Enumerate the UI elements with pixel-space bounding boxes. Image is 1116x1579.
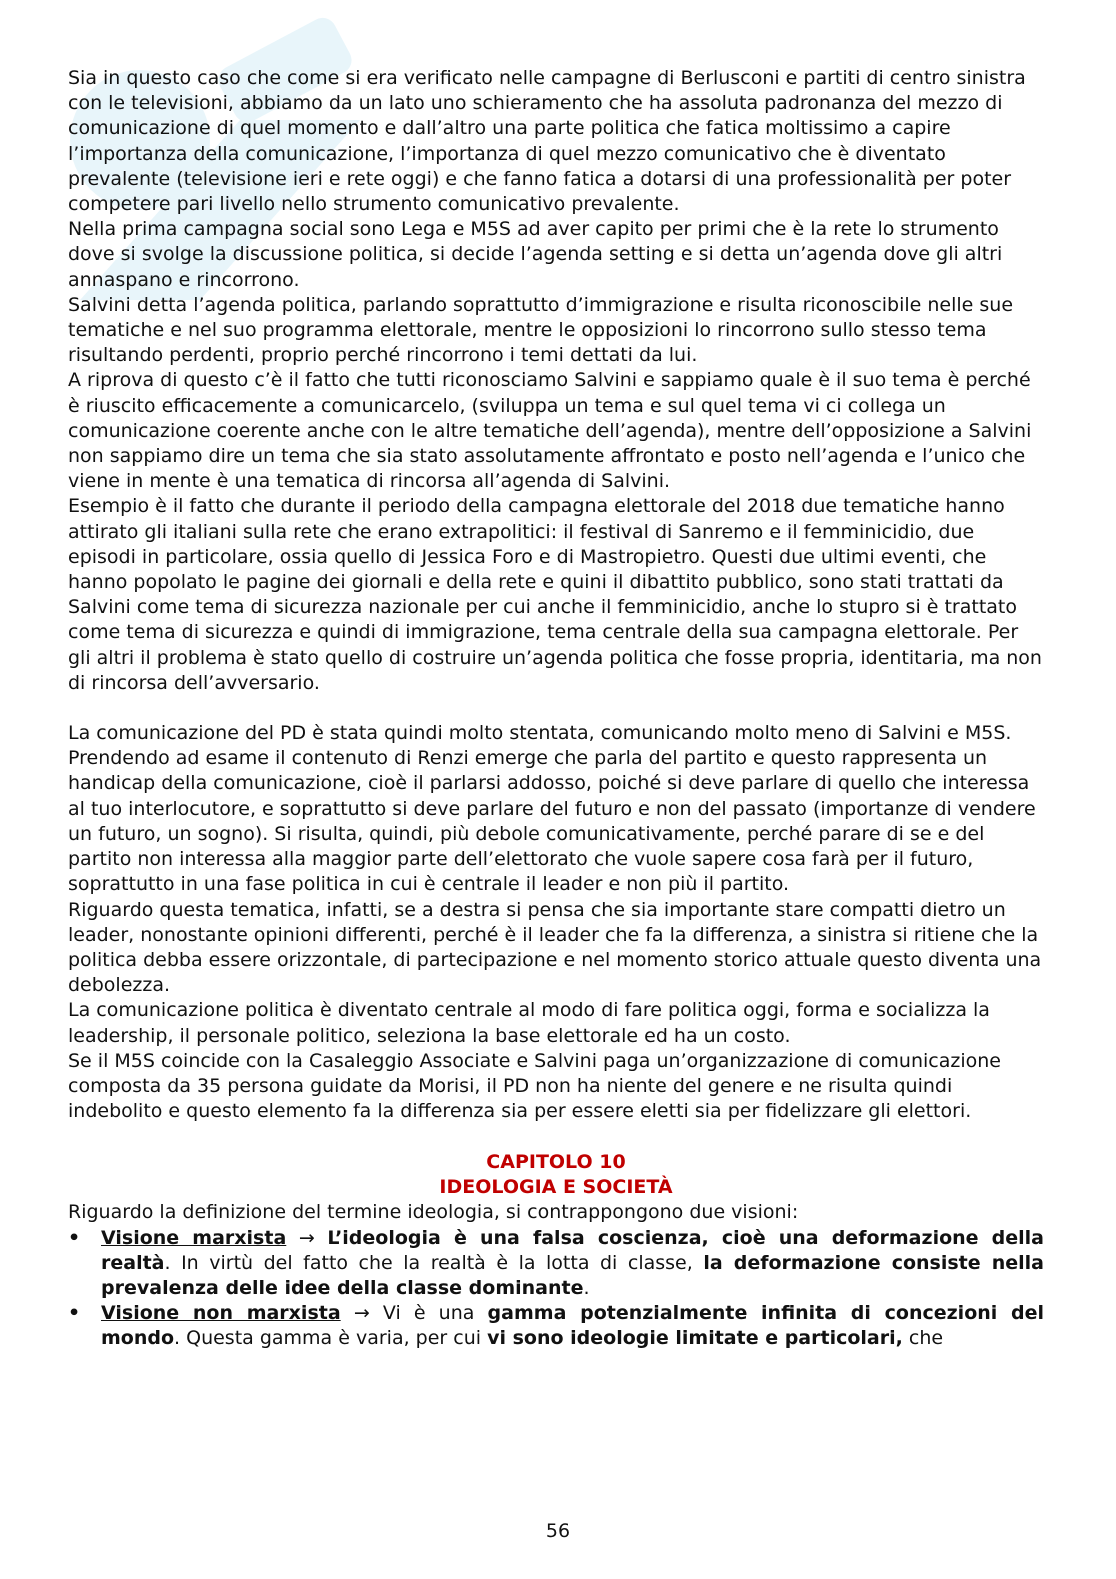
bullet-term: Visione marxista	[101, 1226, 287, 1249]
arrow-glyph: →	[298, 1226, 315, 1249]
list-item	[68, 1226, 1044, 1302]
bullet-term: Visione non marxista	[101, 1302, 341, 1325]
plain-text: .	[583, 1276, 590, 1299]
bold-text: la deformazione consiste nella prevalenza delle idee della classe dominante	[101, 1251, 1045, 1299]
plain-text: Vi è una	[382, 1302, 488, 1325]
arrow-glyph: →	[353, 1302, 370, 1325]
bold-text: vi sono ideologie limitate e particolari,	[487, 1327, 903, 1350]
page-number: 56	[545, 1520, 571, 1542]
paragraph: Salvini detta l’agenda politica, parlando soprattutto d’immigrazione e risulta riconoscibile nelle sue tematiche e nel suo programma elettorale, mentre le opposizioni lo rincorrono sullo stesso tema risultando perdenti, proprio perché rincorrono i temi dettati da lui.	[68, 293, 1014, 367]
chapter-number: CAPITOLO 10	[486, 1151, 626, 1174]
plain-text: che	[902, 1327, 944, 1350]
paragraph: Esempio è il fatto che durante il periodo della campagna elettorale del 2018 due tematiche hanno attirato gli italiani sulla rete che erano extrapolitici: il festival di Sanremo e il femminicidio, due episodi in particolare, ossia quello di Jessica Foro e di Mastropietro. Questi due ultimi eventi, che hanno popolato le pagine dei giornali e della rete e quini il dibattito pubblico, sono stati trattati da Salvini come tema di sicurezza nazionale per cui anche il femminicidio, anche lo stupro si è trattato come tema di sicurezza e quindi di immigrazione, tema centrale della sua campagna elettorale. Per gli altri il problema è stato quello di costruire un’agenda politica che fosse propria, identitaria, ma non di rincorsa dell’avversario.	[68, 495, 1042, 694]
paragraph: Nella prima campagna social sono Lega e M5S ad aver capito per primi che è la rete lo strumento dove si svolge la discussione politica, si decide l’agenda setting e si detta un’agenda dove gli altri annaspano e rincorrono.	[68, 218, 1003, 291]
paragraph: La comunicazione politica è diventato centrale al modo di fare politica oggi, forma e socializza la leadership, il personale politico, seleziona la base elettorale ed ha un costo.	[68, 999, 990, 1047]
bold-text: gamma potenzialmente infinita di concezioni del mondo	[101, 1302, 1044, 1350]
spacer	[68, 696, 1044, 721]
intro-line: Riguardo la definizione del termine ideologia, si contrappongono due visioni:	[68, 1201, 799, 1224]
chapter-title: IDEOLOGIA E SOCIETÀ	[439, 1176, 673, 1199]
plain-text: . In virtù del fatto che la realtà è la lotta di classe,	[164, 1251, 704, 1274]
paragraph: La comunicazione del PD è stata quindi molto stentata, comunicando molto meno di Salvini e M5S.	[68, 722, 1012, 745]
bold-text: L’ideologia è una falsa coscienza, cioè una deformazione della realtà	[101, 1226, 1045, 1274]
paragraph: Sia in questo caso che come si era verificato nelle campagne di Berlusconi e partiti di centro sinistra con le televisioni, abbiamo da un lato uno schieramento che ha assoluta padronanza del mezzo di comunicazione di quel momento e dall’altro una parte politica che fatica moltissimo a capire l’importanza della comunicazione, l’importanza di quel mezzo comunicativo che è diventato prevalente (televisione ieri e rete oggi) e che fanno fatica a dotarsi di una professionalità per poter competere pari livello nello strumento comunicativo prevalente.	[68, 67, 1026, 216]
paragraph: Riguardo questa tematica, infatti, se a destra si pensa che sia importante stare compatti dietro un leader, nonostante opinioni differenti, perché è il leader che fa la differenza, a sinistra si ritiene che la politica debba essere orizzontale, di partecipazione e nel momento storico attuale questo diventa una debolezza.	[68, 898, 1042, 997]
paragraph: Se il M5S coincide con la Casaleggio Associate e Salvini paga un’organizzazione di comunicazione composta da 35 persona guidate da Morisi, il PD non ha niente del genere e ne risulta quindi indebolito e questo elemento fa la differenza sia per essere eletti sia per fidelizzare gli elettori.	[68, 1049, 1001, 1123]
visions-list	[68, 1226, 1044, 1352]
plain-text: . Questa gamma è varia, per cui	[174, 1327, 488, 1350]
list-item	[68, 1301, 1044, 1351]
paragraph: Prendendo ad esame il contenuto di Renzi emerge che parla del partito e questo rappresenta un handicap della comunicazione, cioè il parlarsi addosso, poiché si deve parlare di quello che interessa al tuo interlocutore, e soprattutto si deve parlare del futuro e non del passato (importanze di vendere un futuro, un sogno). Si risulta, quindi, più debole comunicativamente, perché parare di se e del partito non interessa alla maggior parte dell’elettorato che vuole sapere cosa farà per il futuro, soprattutto in una fase politica in cui è centrale il leader e non più il partito.	[68, 747, 1036, 896]
document-page	[68, 66, 1044, 1352]
paragraph: A riprova di questo c’è il fatto che tutti riconosciamo Salvini e sappiamo quale è il suo tema è perché è riuscito efficacemente a comunicarcelo, (sviluppa un tema e sul quel tema vi ci collega un comunicazione coerente anche con le altre tematiche dell’agenda), mentre dell’opposizione a Salvini non sappiamo dire un tema che sia stato assolutamente affrontato e posto nell’agenda e l’unico che viene in mente è una tematica di rincorsa all’agenda di Salvini.	[68, 369, 1032, 493]
spacer	[68, 1124, 1044, 1150]
